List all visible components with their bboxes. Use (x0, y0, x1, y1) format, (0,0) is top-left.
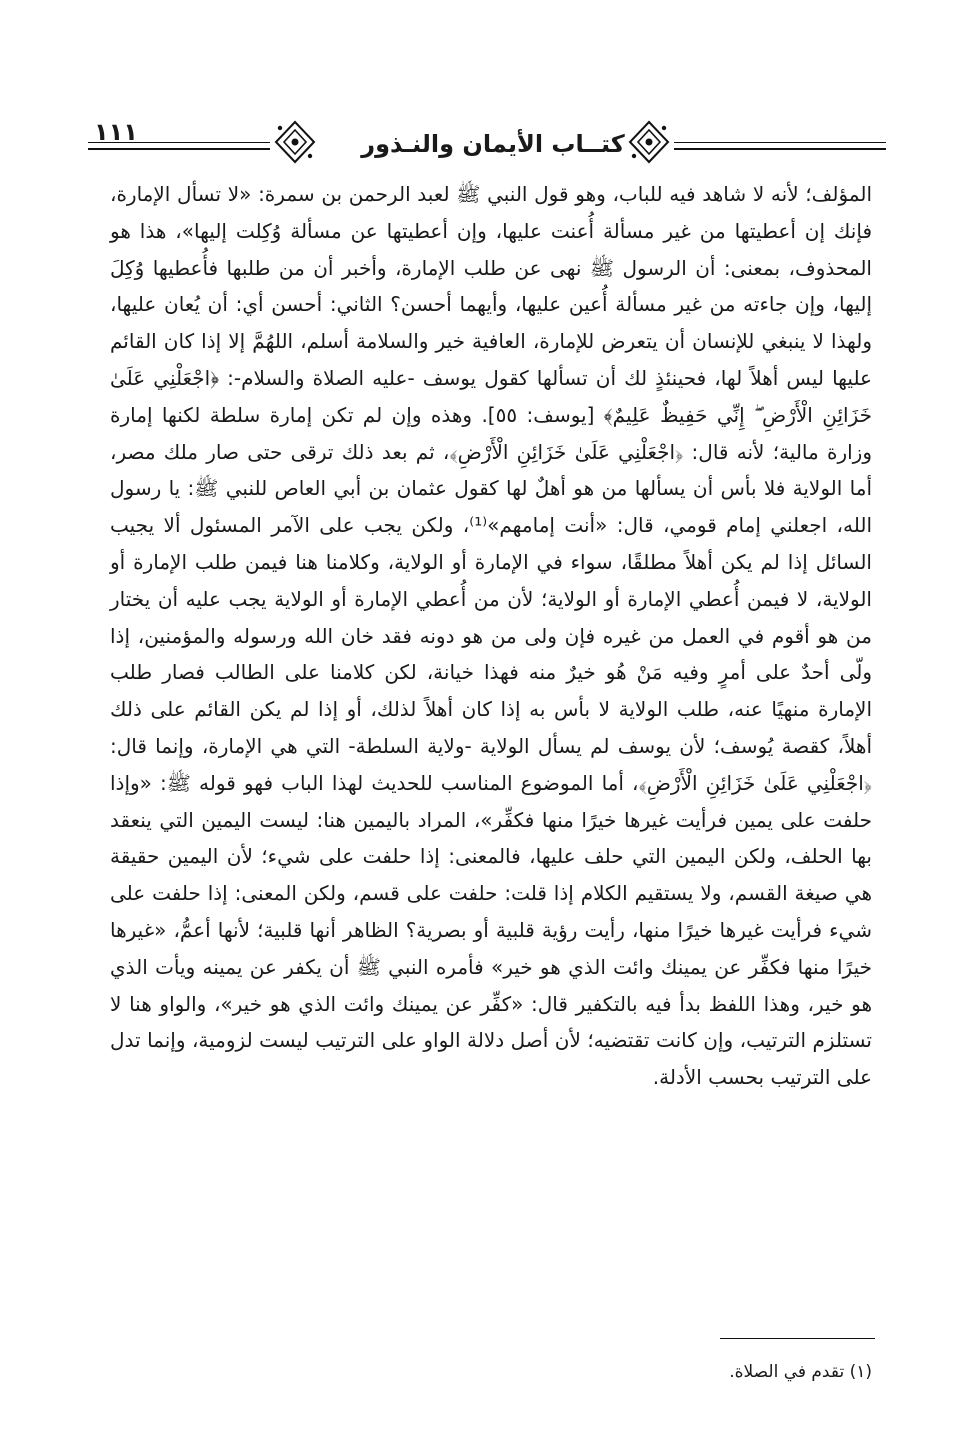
ornament-left-icon (274, 120, 316, 164)
header-rule-left (88, 148, 270, 150)
body-text (110, 176, 872, 1096)
header-rule-right (674, 148, 886, 150)
footnote: (١) تقدم في الصلاة. (729, 1362, 872, 1382)
page-header (88, 112, 886, 182)
page-number: ١١١ (94, 118, 138, 146)
running-title: كتــاب الأيمان والنـذور (361, 130, 625, 158)
header-rule-left-top (88, 142, 270, 143)
body-paragraph: المؤلف؛ لأنه لا شاهد فيه للباب، وهو قول النبي ﷺ لعبد الرحمن بن سمرة: «لا تسأل الإمارة، فإنك إن أعطيتها من غير مسألة أُعنت عليها، وإن أعطيتها عن مسألة وُكِلت إليها»، هذا هو المحذوف، بمعنى: أن الرسول ﷺ نهى عن طلب الإمارة، وأخبر أن من طلبها فأُعطيها وُكِلَ إليها، وإن جاءته من غير مسألة أُعين عليها، وأيهما أحسن؟ الثاني: أحسن أي: أن يُعان عليها، ولهذا لا ينبغي للإنسان أن يتعرض للإمارة، العافية خير والسلامة أسلم، اللهُمَّ إلا إذا كان القائم عليها ليس أهلاً لها، فحينئذٍ لك أن تسألها كقول يوسف -عليه الصلاة والسلام-: ﴿اجْعَلْنِي عَلَىٰ خَزَائِنِ الْأَرْضِ ۖ إِنِّي حَفِيظٌ عَلِيمٌ﴾ [يوسف: ٥٥]. وهذه وإن لم تكن إمارة سلطة لكنها إمارة وزارة مالية؛ لأنه قال: ﴿اجْعَلْنِي عَلَىٰ خَزَائِنِ الْأَرْضِ﴾، ثم بعد ذلك ترقى حتى صار ملك مصر، أما الولاية فلا بأس أن يسألها من هو أهلٌ لها كقول عثمان بن أبي العاص للنبي ﷺ: يا رسول الله، اجعلني إمام قومي، قال: «أنت إمامهم»⁽¹⁾، ولكن يجب على الآمر المسئول ألا يجيب السائل إذا لم يكن أهلاً مطلقًا، سواء في الإمارة أو الولاية، وكلامنا هنا فيمن طلب الإمارة أو الولاية، لا فيمن أُعطي الإمارة أو الولاية؛ لأن من أُعطي الإمارة أو الولاية يجب عليه أن يختار من هو أقوم في العمل من غيره فإن ولى من هو دونه فقد خان الله ورسوله والمؤمنين، إذا ولّى أحدٌ على أمرٍ وفيه مَنْ هُو خيرٌ منه فهذا خيانة، لكن كلامنا على الطالب فصار طلب الإمارة منهيًا عنه، طلب الولاية لا بأس به إذا كان أهلاً لذلك، أو إذا لم يكن القائم على ذلك أهلاً، كقصة يُوسف؛ لأن يوسف لم يسأل الولاية -ولاية السلطة- التي هي الإمارة، وإنما قال: ﴿اجْعَلْنِي عَلَىٰ خَزَائِنِ الْأَرْضِ﴾، أما الموضوع المناسب للحديث لهذا الباب فهو قوله ﷺ: «وإذا حلفت على يمين فرأيت غيرها خيرًا منها فكفِّر»، المراد باليمين هنا: ليست اليمين التي ينعقد بها الحلف، ولكن اليمين التي حلف عليها، فالمعنى: إذا حلفت على شيء؛ لأن اليمين حقيقة هي صيغة القسم، ولا يستقيم الكلام إذا قلت: حلفت على قسم، ولكن المعنى: إذا حلفت على شيء فرأيت غيرها خيرًا منها، رأيت رؤية قلبية أو بصرية؟ الظاهر أنها قلبية؛ لأنها أعمُّ، «غيرها خيرًا منها فكفِّر عن يمينك وائت الذي هو خير» فأمره النبي ﷺ أن يكفر عن يمينه ويأت الذي هو خير، وهذا اللفظ بدأ فيه بالتكفير قال: «كفِّر عن يمينك وائت الذي هو خير»، والواو هنا لا تستلزم الترتيب، وإن كانت تقتضيه؛ لأن أصل دلالة الواو على الترتيب ليست لزومية، وإنما تدل على الترتيب بحسب الأدلة. (110, 182, 873, 1090)
ornament-right-icon (628, 120, 670, 164)
header-rule-right-top (674, 142, 886, 143)
footnote-separator (720, 1338, 875, 1339)
